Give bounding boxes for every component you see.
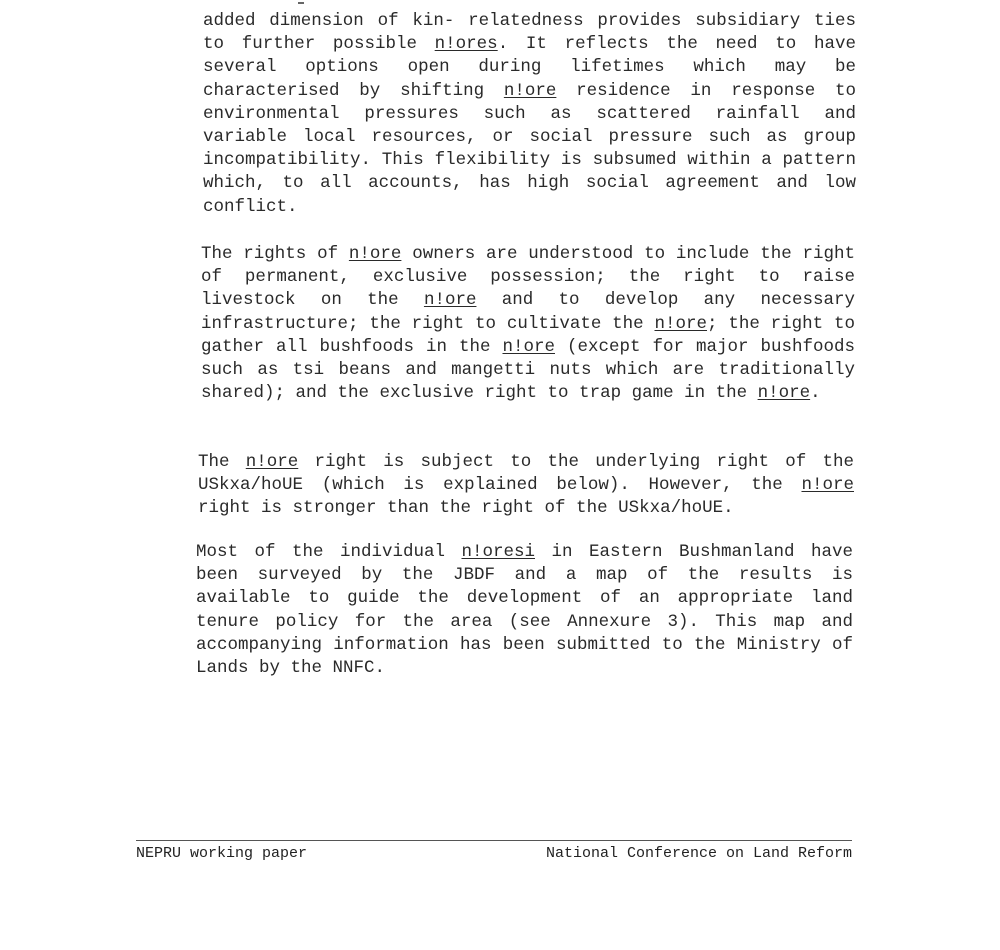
text-run: The rights of bbox=[201, 244, 349, 264]
paragraph-underlying-right bbox=[198, 451, 854, 521]
text-run: and to develop any necessary infrastructure; the right to cultivate the bbox=[201, 290, 855, 334]
underlined-term: n!oresi bbox=[461, 542, 535, 562]
scan-artifact bbox=[298, 2, 304, 4]
paragraph-nore-rights bbox=[201, 243, 855, 405]
underlined-term: n!ore bbox=[654, 313, 708, 334]
text-run: owners are understood to include the right of permanent, exclusive possession; the right to raise livestock on the bbox=[201, 244, 855, 311]
text-run: in Eastern Bushmanland have been surveyed by the JBDF and a map of the results is available to guide the development of an appropriate land tenure policy for the area (see Annexure 3). This map and accompanying information has been submitted to the Ministry of Lands by the NNFC. bbox=[196, 542, 853, 679]
underlined-term: n!ore bbox=[502, 336, 555, 357]
paragraph-survey-map bbox=[196, 541, 853, 680]
text-run: right is stronger than the right of the USkxa/hoUE. bbox=[198, 498, 734, 519]
underlined-term: n!ore bbox=[348, 244, 402, 264]
text-run: . bbox=[810, 383, 821, 404]
text-run: (except for major bushfoods such as tsi beans and mangetti nuts which are traditionally shared); and the exclusive right to trap game in the bbox=[201, 336, 855, 404]
footer-right-text: National Conference on Land Reform bbox=[545, 845, 852, 862]
text-run: added dimension of kin- relatedness provides subsidiary ties to further possible bbox=[203, 11, 856, 55]
footer-left-text: NEPRU working paper bbox=[136, 845, 308, 862]
underlined-term: n!ore bbox=[801, 475, 854, 496]
text-run: The bbox=[198, 452, 246, 472]
footer-rule bbox=[136, 840, 852, 841]
underlined-term: n!ore bbox=[757, 383, 811, 404]
text-run: Most of the individual bbox=[196, 542, 462, 562]
underlined-term: n!ores bbox=[434, 34, 498, 55]
text-run: . It reflects the need to have several options open during lifetimes which may be characterised by shifting bbox=[203, 34, 856, 101]
text-run: residence in response to environmental pressures such as scattered rainfall and variable local resources, or social pressure such as group incompatibility. This flexibility is subsumed within a pattern which, to all accounts, has high social agreement and low conflict. bbox=[203, 80, 856, 217]
underlined-term: n!ore bbox=[423, 290, 477, 311]
text-run: ; the right to gather all bushfoods in the bbox=[201, 313, 855, 357]
underlined-term: n!ore bbox=[503, 80, 557, 101]
text-run: right is subject to the underlying right of the USkxa/hoUE (which is explained below). However, the bbox=[198, 452, 854, 496]
paragraph-kin-relatedness bbox=[203, 10, 856, 219]
underlined-term: n!ore bbox=[245, 452, 299, 472]
